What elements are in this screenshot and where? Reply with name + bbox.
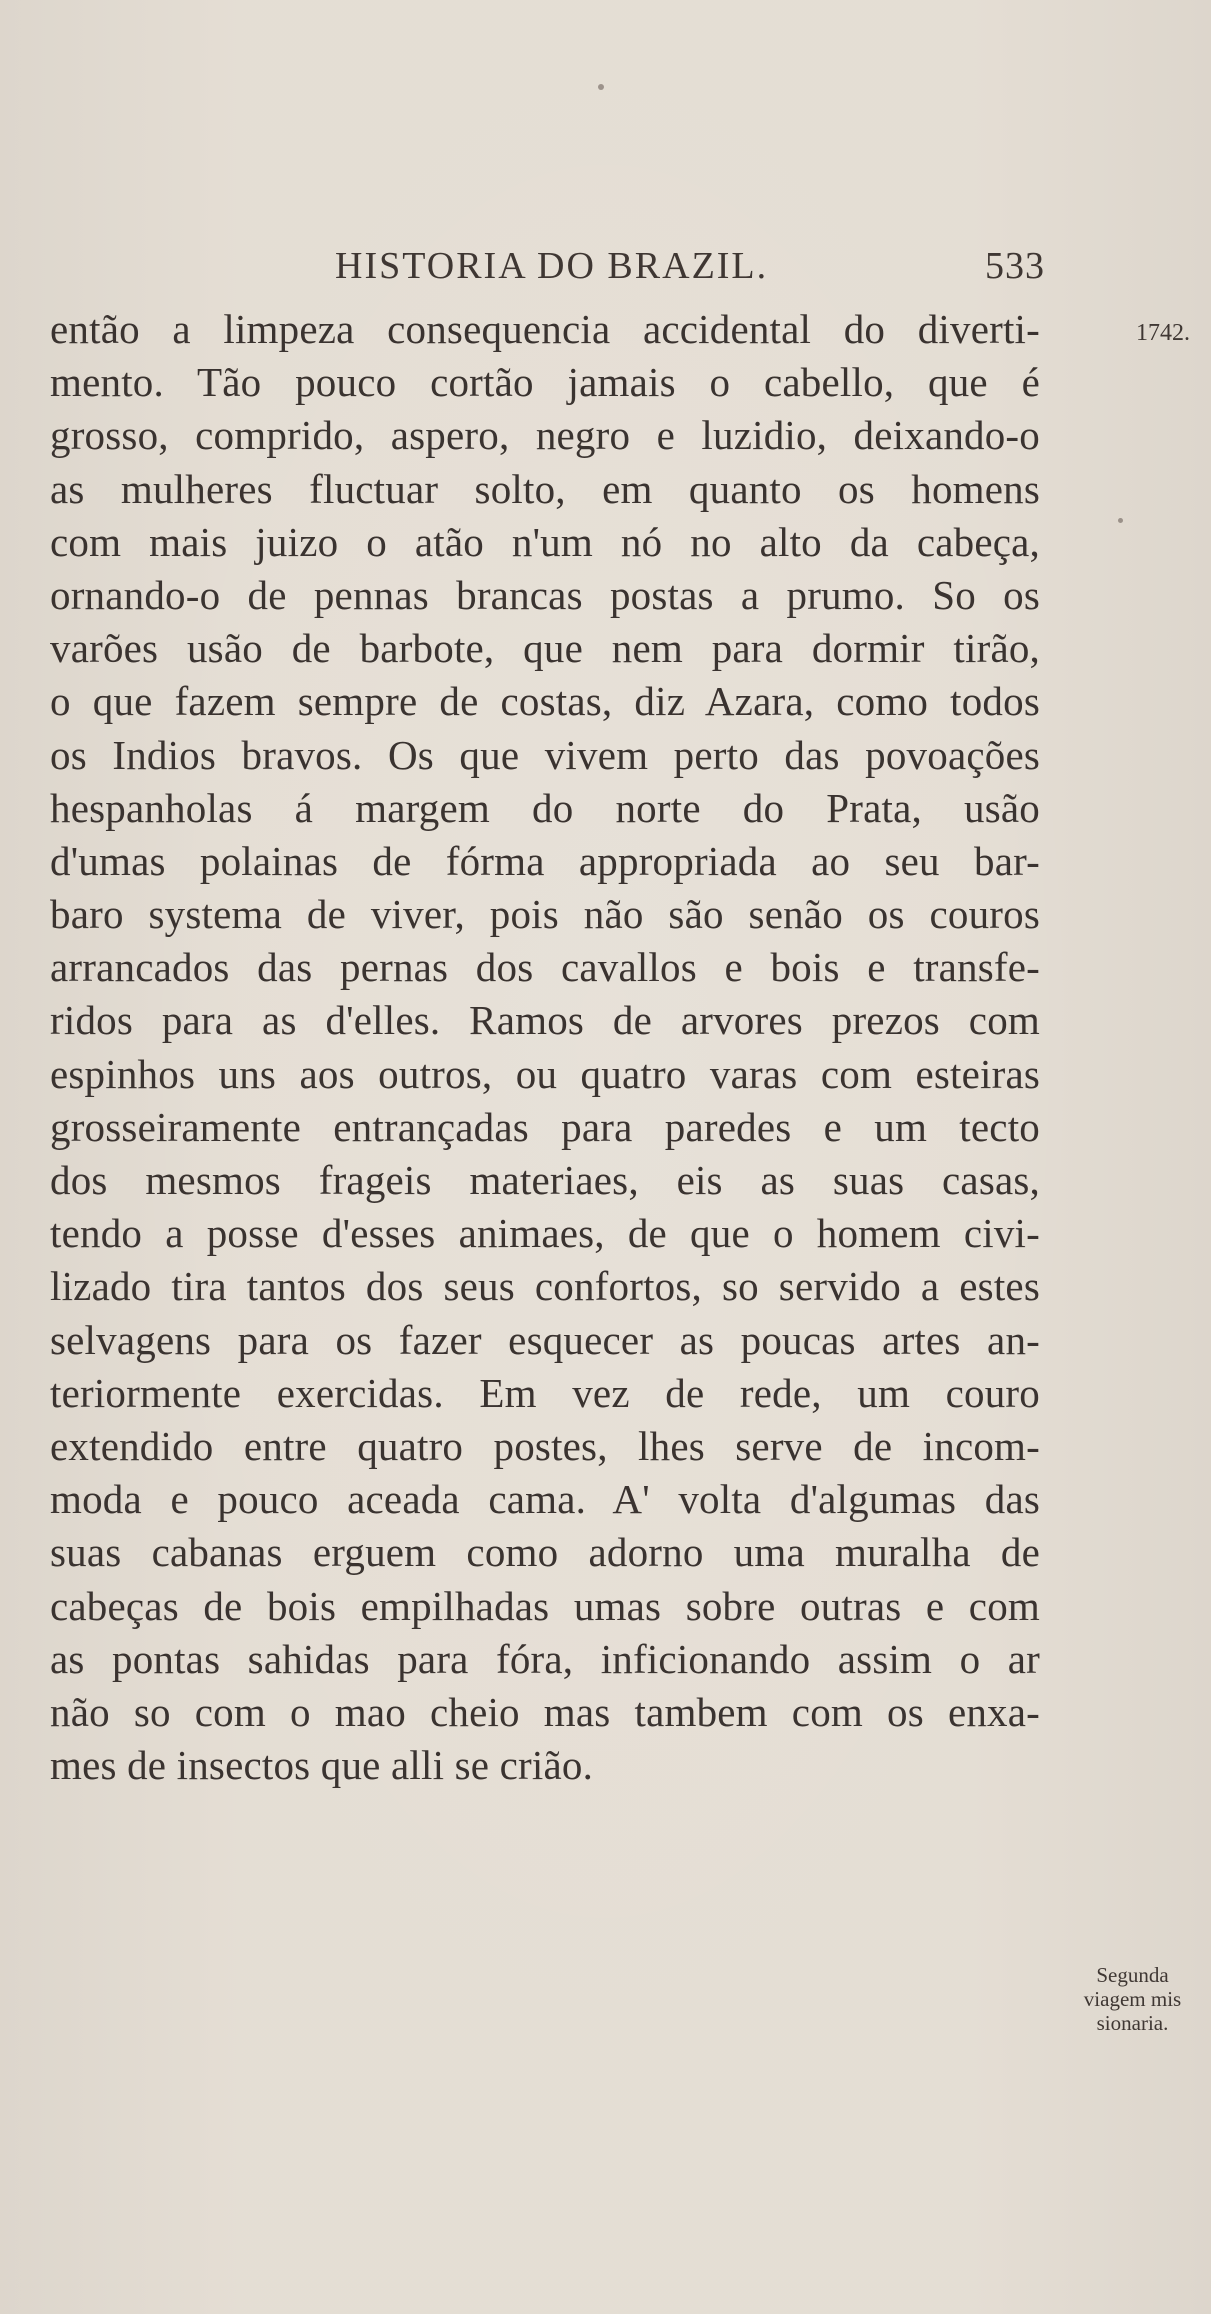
text-line: selvagens para os fazer esquecer as poucas artes an-	[50, 1316, 1040, 1363]
text-line: lizado tira tantos dos seus confortos, so servido a estes	[50, 1263, 1040, 1310]
margin-note-line: viagem mis	[1083, 1987, 1182, 2011]
text-line: espinhos uns aos outros, ou quatro varas com esteiras	[50, 1050, 1040, 1097]
text-line: não so com o mao cheio mas tambem com os enxa-	[50, 1688, 1040, 1735]
text-line: ornando-o de pennas brancas postas a prumo. So os	[50, 571, 1040, 618]
text-line: hespanholas á margem do norte do Prata, usão	[50, 784, 1040, 831]
text-line: suas cabanas erguem como adorno uma muralha de	[50, 1529, 1040, 1576]
text-line: as mulheres fluctuar solto, em quanto os homens	[50, 465, 1040, 512]
text-line: d'umas polainas de fórma appropriada ao seu bar-	[50, 837, 1040, 884]
text-line: as pontas sahidas para fóra, inficionando assim o ar	[50, 1635, 1040, 1682]
running-title: HISTORIA DO BRAZIL.	[335, 245, 769, 287]
page-number: 533	[985, 245, 1045, 287]
text-line: cabeças de bois empilhadas umas sobre outras e com	[50, 1582, 1040, 1629]
text-line: com mais juizo o atão n'um nó no alto da cabeça,	[50, 518, 1040, 565]
paper-speck	[1118, 518, 1123, 523]
text-line: os Indios bravos. Os que vivem perto das povoações	[50, 731, 1040, 778]
paper-speck	[598, 84, 604, 90]
text-line: baro systema de viver, pois não são senão os couros	[50, 891, 1040, 938]
text-line: teriormente exercidas. Em vez de rede, um couro	[50, 1369, 1040, 1416]
text-line: varões usão de barbote, que nem para dormir tirão,	[50, 625, 1040, 672]
text-line: arrancados das pernas dos cavallos e bois e transfe-	[50, 944, 1040, 991]
text-line: então a limpeza consequencia accidental do diverti-	[50, 306, 1040, 352]
text-line-last: mes de insectos que alli se crião.	[50, 1742, 594, 1789]
text-line: extendido entre quatro postes, lhes serve de incom-	[50, 1422, 1040, 1469]
text-line: moda e pouco aceada cama. A' volta d'algumas das	[50, 1476, 1040, 1523]
text-line: dos mesmos frageis materiaes, eis as suas casas,	[50, 1157, 1040, 1203]
margin-note	[1060, 1963, 1205, 2035]
text-line: ridos para as d'elles. Ramos de arvores prezos com	[50, 997, 1040, 1044]
text-line: mento. Tão pouco cortão jamais o cabello, que é	[50, 359, 1040, 406]
text-line: grosso, comprido, aspero, negro e luzidio, deixando-o	[50, 412, 1040, 459]
text-line: tendo a posse d'esses animaes, de que o homem civi-	[50, 1210, 1040, 1257]
margin-year: 1742.	[1136, 320, 1190, 346]
text-line: grosseiramente entrançadas para paredes e um tecto	[50, 1103, 1040, 1150]
running-header	[295, 244, 1045, 294]
margin-note-line: Segunda	[1096, 1963, 1169, 1987]
margin-note-line: sionaria.	[1096, 2011, 1169, 2035]
text-line: o que fazem sempre de costas, diz Azara, como todos	[50, 678, 1040, 725]
body-text	[50, 303, 1040, 1792]
